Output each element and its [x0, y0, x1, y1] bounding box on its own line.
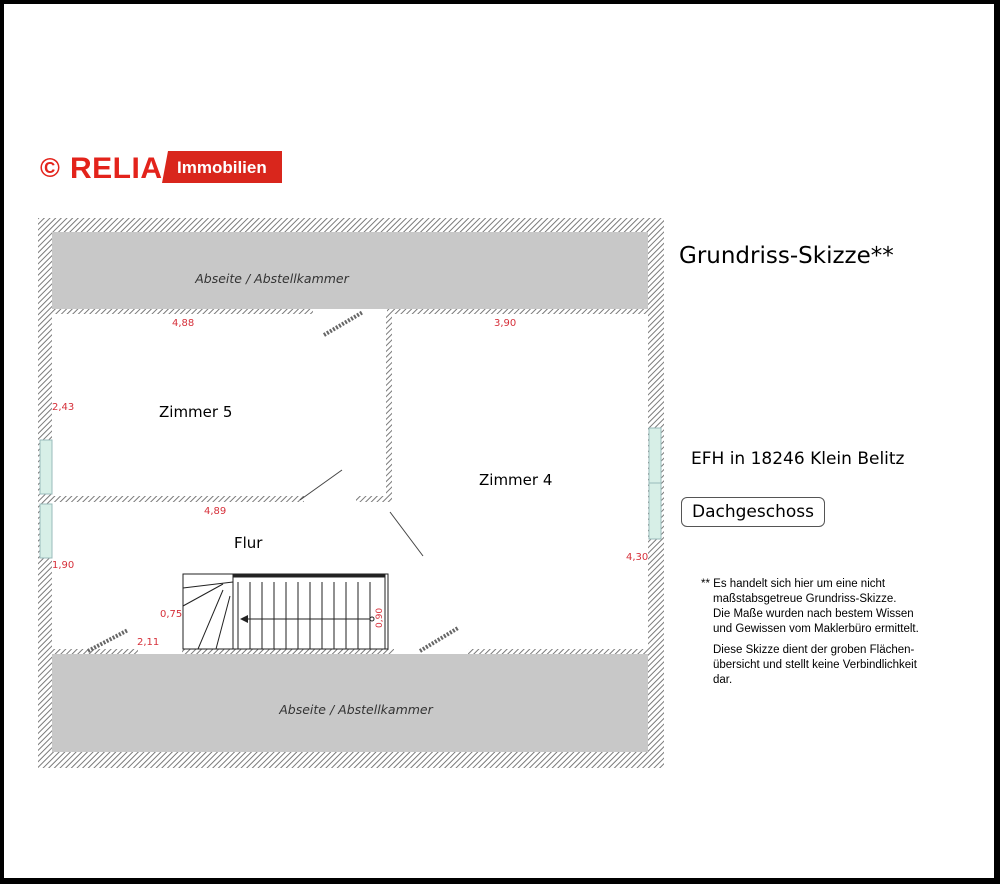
dim-stair-step: 0,75 [160, 609, 183, 620]
disclaimer-line: Die Maße wurden nach bestem Wissen [713, 608, 914, 620]
room5-label: Zimmer 5 [159, 403, 233, 421]
hall-label: Flur [234, 534, 263, 552]
disclaimer-line: dar. [713, 674, 733, 686]
disclaimer-line: ** Es handelt sich hier um eine nicht [701, 578, 886, 590]
floor-badge [681, 497, 825, 527]
dim-hall-bottom: 2,11 [137, 637, 160, 648]
logo-brand: RELIA [70, 152, 163, 185]
disclaimer-line: maßstabsgetreue Grundriss-Skizze. [713, 593, 897, 605]
disclaimer-line: Diese Skizze dient der groben Flächen- [713, 644, 915, 656]
logo-tagline: Immobilien [177, 158, 267, 177]
floor-plan [38, 218, 664, 768]
dim-room4-width: 3,90 [494, 318, 517, 329]
window-right-upper [649, 428, 661, 484]
disclaimer-line: und Gewissen vom Maklerbüro ermittelt. [713, 623, 919, 635]
disclaimer [701, 577, 919, 688]
window-left-upper [40, 440, 52, 494]
disclaimer-line: übersicht und stellt keine Verbindlichkeit [713, 659, 917, 671]
window-left-lower [40, 504, 52, 558]
dim-hall-height: 1,90 [52, 560, 75, 571]
property-label: EFH in 18246 Klein Belitz [691, 449, 905, 469]
staircase [183, 574, 388, 649]
storage-bottom-label: Abseite / Abstellkammer [279, 702, 433, 717]
relia-logo [40, 150, 282, 186]
storage-top-area [52, 232, 648, 309]
floor-label: Dachgeschoss [692, 502, 814, 522]
storage-top-label: Abseite / Abstellkammer [195, 271, 349, 286]
window-right-lower [649, 483, 661, 539]
dim-room5-height: 2,43 [52, 402, 75, 413]
copyright-symbol: © [40, 153, 60, 183]
dim-room5-width: 4,88 [172, 318, 195, 329]
page-title: Grundriss-Skizze** [679, 243, 894, 269]
wall-room5-room4 [386, 314, 392, 502]
dim-stair-width: 0,90 [375, 607, 385, 628]
wall-room5-hall-left [52, 496, 304, 502]
dim-hall-width: 4,89 [204, 506, 227, 517]
dim-room4-height: 4,30 [626, 552, 649, 563]
room4-label: Zimmer 4 [479, 471, 553, 489]
wall-room5-hall-right [356, 496, 390, 502]
